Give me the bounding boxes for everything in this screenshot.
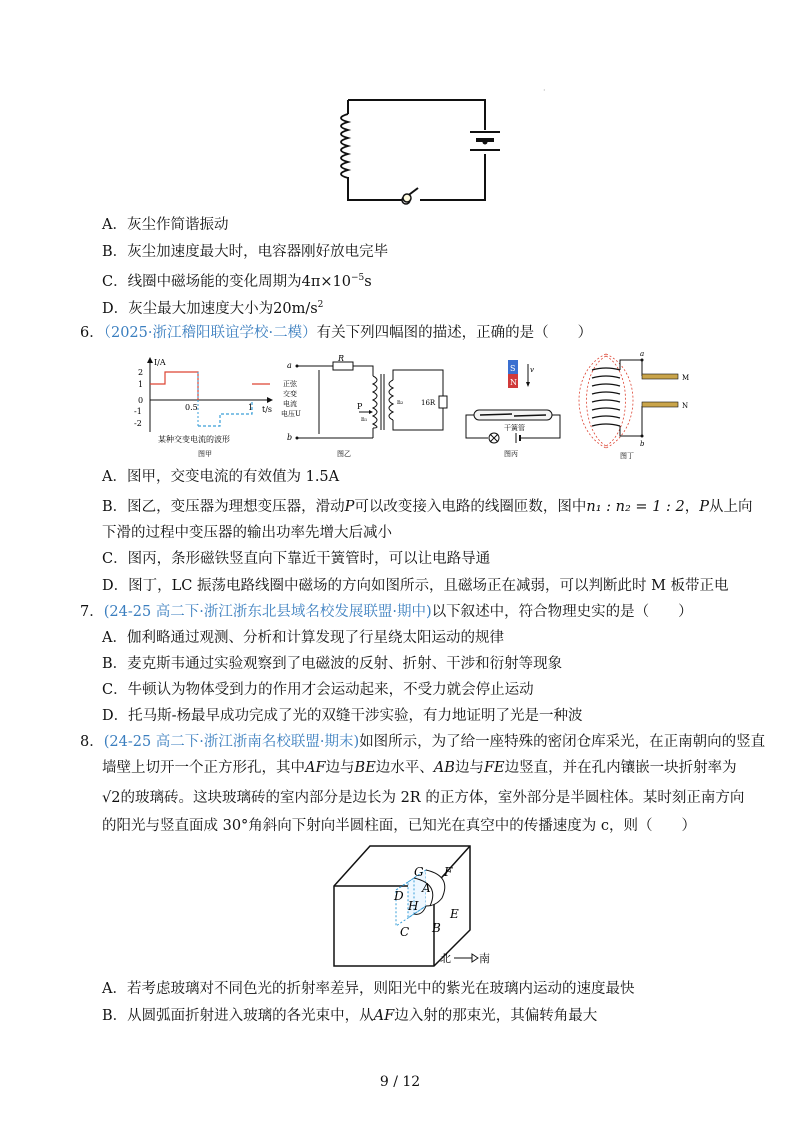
svg-text:b: b [287, 433, 293, 442]
figure-jia-caption: 某种交变电流的波形 [158, 435, 230, 444]
svg-text:v: v [530, 366, 534, 374]
svg-text:C: C [400, 925, 410, 939]
figure-bing-reed-switch [460, 356, 565, 460]
svg-text:E: E [450, 907, 459, 921]
q8-option-a: A．若考虑玻璃对不同色光的折射率差异，则阳光中的紫光在玻璃内运动的速度最快 [102, 981, 635, 997]
svg-text:-2: -2 [134, 419, 142, 428]
q6-option-c: C．图丙，条形磁铁竖直向下靠近干簧管时，可以让电路导通 [102, 551, 491, 567]
svg-text:1: 1 [248, 403, 254, 412]
question-6-stem: 6．（2025·浙江稽阳联谊学校·二模）有关下列四幅图的描述，正确的是（ ） [80, 325, 593, 341]
svg-text:正弦: 正弦 [283, 380, 297, 388]
figure-yi-transformer [281, 354, 460, 460]
xlabel: t/s [262, 405, 273, 414]
question-8-stem-line1: 8．(24-25 高二下·浙江浙南名校联盟·期末)如图所示，为了给一座特殊的密闭仓库采光，在正南朝向的竖直 [80, 734, 766, 750]
svg-text:0: 0 [138, 396, 144, 405]
svg-text:G: G [414, 865, 424, 879]
q7-option-d: D．托马斯-杨最早成功完成了光的双缝干涉实验，有力地证明了光是一种波 [102, 708, 583, 724]
svg-text:P: P [357, 402, 363, 411]
q7-option-a: A．伽利略通过观测、分析和计算发现了行星绕太阳运动的规律 [102, 630, 504, 646]
figure-ding-title: 图丁 [620, 452, 634, 460]
q6-option-d: D．图丁，LC 振荡电路线圈中磁场的方向如图所示，且磁场正在减弱，可以判断此时 M 板带正电 [102, 578, 729, 594]
q6-option-b: B．图乙，变压器为理想变压器，滑动P可以改变接入电路的线圈匝数，图中n₁ : n₂ = 1 : 2，P从上向 [102, 499, 753, 515]
svg-text:N: N [682, 402, 689, 410]
svg-text:交变: 交变 [283, 390, 297, 398]
question-7-stem: 7．(24-25 高二下·浙江浙东北县域名校发展联盟·期中)以下叙述中，符合物理史实的是（ ） [80, 604, 693, 620]
svg-text:电流: 电流 [283, 400, 297, 408]
svg-text:S: S [510, 364, 516, 373]
svg-text:b: b [640, 440, 645, 448]
svg-text:a: a [287, 361, 292, 370]
svg-text:B: B [432, 921, 441, 935]
question-8-stem-line2: 墙壁上切开一个正方形孔，其中AF边与BE边水平、AB边与FE边竖直，并在孔内镶嵌一块折射率为 [102, 760, 737, 776]
svg-text:0.5: 0.5 [185, 403, 198, 412]
figure-ding-lc-circuit [570, 350, 690, 460]
ylabel: I/A [154, 358, 166, 367]
svg-text:N: N [510, 378, 517, 387]
svg-text:F: F [444, 865, 453, 879]
svg-text:D: D [394, 889, 404, 903]
svg-text:2: 2 [138, 368, 144, 377]
q7-option-b: B．麦克斯韦通过实验观察到了电磁波的反射、折射、干涉和衍射等现象 [102, 656, 563, 672]
svg-text:H: H [408, 899, 419, 913]
page-number: 9 / 12 [379, 1074, 421, 1090]
figure-yi-title: 图乙 [337, 450, 351, 458]
q6-option-a: A．图甲，交变电流的有效值为 1.5A [102, 469, 340, 485]
option-d: D．灰尘最大加速度大小为$20m/s^2$ [102, 300, 324, 317]
option-a: A．灰尘作简谐振动 [102, 217, 229, 233]
svg-text:a: a [640, 350, 645, 358]
svg-text:南: 南 [479, 952, 490, 965]
svg-text:R: R [338, 354, 345, 363]
svg-text:北: 北 [440, 952, 451, 965]
svg-text:n₂: n₂ [397, 399, 404, 406]
option-c: C．线圈中磁场能的变化周期为$4\pi\times 10^{-5}s$ [102, 273, 372, 290]
q8-option-b: B．从圆弧面折射进入玻璃的各光束中，从AF边入射的那束光，其偏转角最大 [102, 1008, 598, 1024]
svg-text:16R: 16R [421, 399, 436, 407]
question-8-stem-line3: √2的玻璃砖。这块玻璃砖的室内部分是边长为 2R 的正方体，室外部分是半圆柱体。某时刻正南方向 [102, 790, 745, 806]
figure-bing-title: 图丙 [504, 450, 518, 458]
svg-text:1: 1 [138, 380, 144, 389]
svg-text:干簧管: 干簧管 [504, 424, 525, 432]
q6-option-b-cont: 下滑的过程中变压器的输出功率先增大后减小 [102, 525, 392, 541]
option-b: B．灰尘加速度最大时，电容器刚好放电完毕 [102, 244, 389, 260]
question-8-stem-line4: 的阳光与竖直面成 30°角斜向下射向半圆柱面，已知光在真空中的传播速度为 c，则（ ） [102, 818, 697, 834]
lc-circuit-figure [320, 92, 510, 212]
svg-text:n₁: n₁ [361, 416, 368, 423]
figure-glass-brick-cube [330, 842, 500, 970]
svg-text:A: A [422, 881, 431, 895]
decorative-dot: · [543, 86, 546, 95]
svg-text:M: M [682, 374, 690, 382]
q7-option-c: C．牛顿认为物体受到力的作用才会运动起来，不受力就会停止运动 [102, 682, 534, 698]
figure-jia-waveform [130, 356, 280, 460]
svg-text:-1: -1 [134, 407, 142, 416]
figure-jia-title: 图甲 [198, 450, 212, 458]
svg-text:电压U: 电压U [281, 410, 301, 418]
